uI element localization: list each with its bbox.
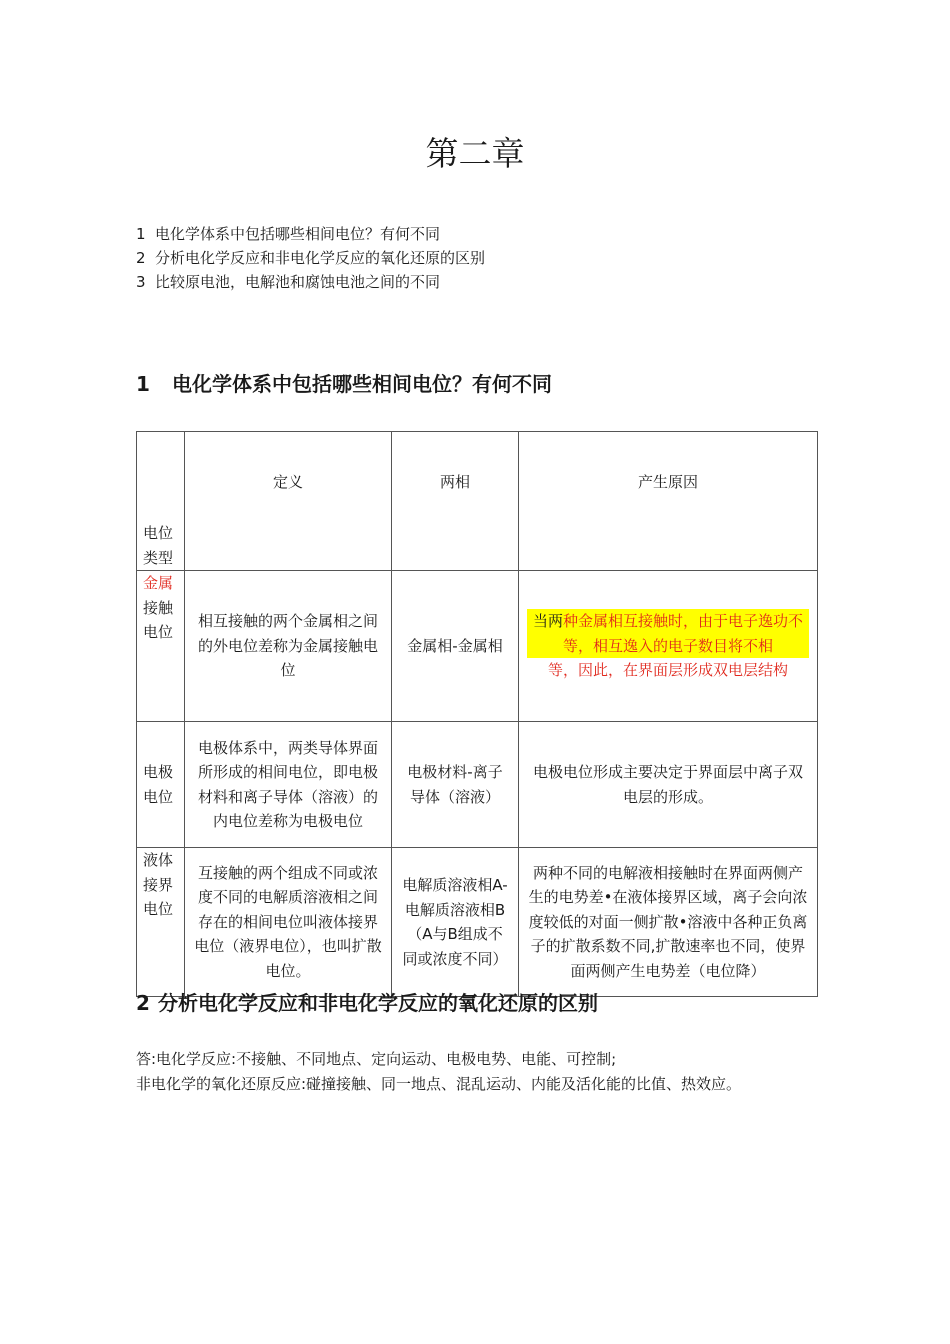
cell-definition: 互接触的两个组成不同或浓度不同的电解质溶液相之间存在的相间电位叫液体接界电位（液界电位），也叫扩散电位。 (185, 848, 392, 997)
question-number: 3 (136, 273, 146, 291)
table-row (137, 722, 818, 848)
cause-red: 等，因此，在界面层形成双电层结构 (547, 661, 788, 680)
header-cause: 产生原因 (519, 432, 818, 571)
table-row (137, 571, 818, 722)
cell-cause (519, 571, 818, 722)
section-title: 分析电化学反应和非电化学反应的氧化还原的区别 (158, 991, 598, 1015)
cell-type: 电极电位 (137, 722, 185, 848)
answer-line: 非电化学的氧化还原反应:碰撞接触、同一地点、混乱运动、内能及活化能的比值、热效应。 (136, 1075, 742, 1093)
highlighted-text (527, 609, 809, 658)
section-title: 电化学体系中包括哪些相间电位？有何不同 (172, 372, 552, 396)
answer-block (136, 1047, 741, 1097)
cell-phases: 电极材料-离子导体（溶液） (392, 722, 519, 848)
header-type: 电位类型 (137, 432, 185, 571)
cell-definition: 相互接触的两个金属相之间的外电位差称为金属接触电位 (185, 571, 392, 722)
table-header-row (137, 432, 818, 571)
question-text: 分析电化学反应和非电化学反应的氧化还原的区别 (155, 249, 486, 267)
question-text: 比较原电池，电解池和腐蚀电池之间的不同 (155, 273, 441, 291)
cause-plain: 当两 (532, 612, 563, 631)
potential-table (136, 431, 818, 997)
cell-definition: 电极体系中，两类导体界面所形成的相间电位，即电极材料和离子导体（溶液）的内电位差称为电极电位 (185, 722, 392, 848)
question-item (136, 246, 485, 270)
cell-cause: 两种不同的电解液相接触时在界面两侧产生的电势差•在液体接界区域，离子会向浓度较低的对面一侧扩散•溶液中各种正负离子的扩散系数不同,扩散速率也不同，使界面两侧产生电势差（电位降） (519, 848, 818, 997)
question-number: 2 (136, 249, 146, 267)
cell-phases: 电解质溶液相A-电解质溶液相B（A与B组成不同或浓度不同） (392, 848, 519, 997)
cell-phases: 金属相-金属相 (392, 571, 519, 722)
table-row (137, 848, 818, 997)
question-item (136, 270, 485, 294)
header-phases: 两相 (392, 432, 519, 571)
cause-red-highlight: 种金属相互接触时，由于电子逸功不等，相互逸入的电子数目将不相 (562, 612, 804, 655)
question-number: 1 (136, 225, 146, 243)
section-number: 2 (136, 991, 150, 1015)
cell-cause: 电极电位形成主要决定于界面层中离子双电层的形成。 (519, 722, 818, 848)
question-list (136, 222, 485, 294)
question-text: 电化学体系中包括哪些相间电位？有何不同 (155, 225, 441, 243)
type-highlight: 金属 (143, 574, 174, 592)
question-item (136, 222, 485, 246)
cell-type (137, 571, 185, 722)
cell-type: 液体接界电位 (137, 848, 185, 997)
section-2-heading (136, 987, 598, 1016)
page-title: 第二章 (425, 134, 525, 173)
header-definition: 定义 (185, 432, 392, 571)
section-number: 1 (136, 372, 150, 396)
section-1-heading (136, 368, 552, 397)
type-rest: 接触电位 (143, 598, 174, 641)
answer-line: 答:电化学反应:不接触、不同地点、定向运动、电极电势、电能、可控制; (136, 1050, 617, 1068)
